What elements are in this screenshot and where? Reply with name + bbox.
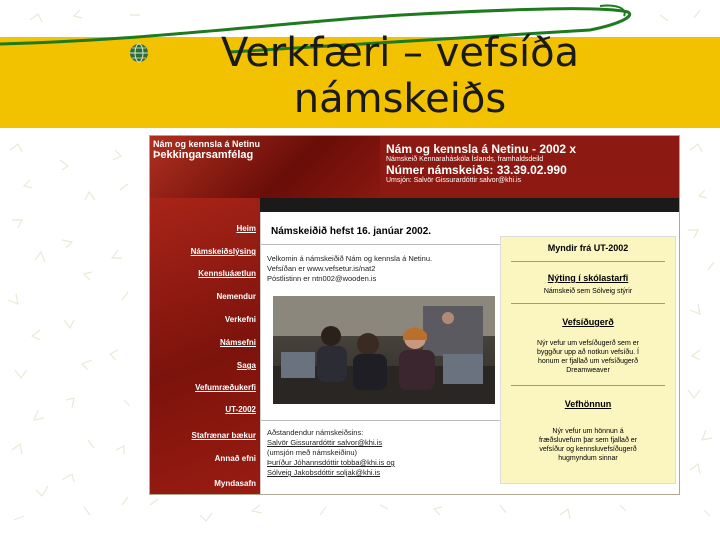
course-supervisor: Umsjón: Salvör Gissurardóttir salvor@khi.is: [386, 177, 522, 184]
site-nav: [150, 198, 260, 494]
contact-link-thuridur[interactable]: Þuríður Jóhannsdóttir tobba@khi.is og: [267, 458, 395, 467]
header-divider: [260, 198, 679, 212]
side-item-desc: Nýr vefur um vefsíðugerð sem er: [537, 340, 639, 347]
nav-item-ut-2002[interactable]: UT-2002: [225, 405, 256, 414]
contact-link-salvor[interactable]: Salvör Gissurardóttir salvor@khi.is: [267, 438, 383, 447]
intro-line: Vefsíðan er www.vefsetur.is/nat2: [267, 264, 376, 273]
site-header-subtitle: Námskeið Kennaraháskóla Íslands, framhaldsdeild: [386, 156, 544, 163]
slide-title-line-1: Verkfæri – vefsíða: [220, 30, 580, 76]
contacts-text: [267, 428, 395, 478]
classroom-photo-drawing: [273, 296, 495, 404]
contact-link-solveig[interactable]: Sólveig Jakobsdóttir soljak@khi.is: [267, 468, 381, 477]
divider: [261, 420, 501, 421]
divider: [511, 385, 665, 386]
website-screenshot: [149, 135, 680, 495]
side-item-desc: fræðsluvefum þar sem fjallað er: [538, 437, 638, 444]
side-link-vefsidugerd[interactable]: Vefsíðugerð: [562, 317, 614, 327]
side-item-desc: honum er fjallað um vefsíðugerð: [538, 358, 638, 365]
nav-item-nemendur[interactable]: Nemendur: [216, 292, 256, 301]
side-link-vefhonnun[interactable]: Vefhönnun: [564, 399, 612, 409]
divider: [511, 261, 665, 262]
nav-item-heim[interactable]: Heim: [236, 224, 256, 233]
contacts-line: Aðstandendur námskeiðsins:: [267, 428, 364, 437]
logo-line-2: Þekkingarsamfélag: [153, 149, 254, 161]
site-header-title: Nám og kennsla á Netinu - 2002 x: [386, 142, 577, 156]
nav-item-myndasafn[interactable]: Myndasafn: [214, 479, 256, 488]
divider: [511, 303, 665, 304]
logo-line-1: Nám og kennsla á Netinu: [153, 139, 261, 149]
divider: [261, 244, 501, 245]
side-title-link[interactable]: Myndir frá UT-2002: [547, 243, 629, 253]
nav-item-stafraenar-baekur[interactable]: Stafrænar bækur: [191, 431, 256, 440]
nav-item-kennsluaaetlun[interactable]: Kennsluáætlun: [198, 269, 256, 278]
nav-item-namskeidslysing[interactable]: Námskeiðslýsing: [190, 247, 256, 256]
classroom-photo: [273, 296, 495, 404]
side-item-desc: vefsíður og kennsluvefsíðugerð: [539, 446, 637, 453]
site-logo[interactable]: [153, 139, 260, 161]
nav-item-saga[interactable]: Saga: [236, 361, 256, 370]
side-item-desc: Dreamweaver: [566, 367, 610, 374]
site-logo-area: [150, 136, 380, 198]
contacts-line: (umsjón með námskeiðinu): [267, 448, 358, 457]
globe-bullet-icon: [128, 42, 150, 64]
main-heading: Námskeiðið hefst 16. janúar 2002.: [271, 226, 432, 237]
side-link-nyting[interactable]: Nýting í skólastarfi: [547, 273, 629, 283]
side-item-desc: hugmyndum sinnar: [558, 455, 618, 462]
side-panel: [500, 236, 676, 484]
side-item-desc: byggður upp að notkun vefsíðu. Í: [537, 349, 639, 356]
side-item-desc: Nýr vefur um hönnun á: [552, 428, 624, 435]
nav-item-annad-efni[interactable]: Annað efni: [214, 454, 256, 463]
nav-item-vefumraedukerfi[interactable]: Vefumræðukerfi: [195, 383, 256, 392]
main-content: [260, 212, 501, 494]
nav-item-namsefni[interactable]: Námsefni: [219, 338, 256, 347]
site-header: [150, 136, 679, 198]
slide-title: [160, 30, 640, 122]
site-header-info: [386, 142, 576, 184]
side-item-desc: Námskeið sem Sólveig stýrir: [543, 288, 633, 295]
intro-text: [267, 254, 432, 284]
nav-item-verkefni[interactable]: Verkefni: [224, 315, 256, 324]
slide-title-line-2: námskeiðs: [293, 76, 507, 122]
intro-line: Póstlistinn er ntn002@wooden.is: [267, 274, 377, 283]
course-number: Númer námskeiðs: 33.39.02.990: [386, 163, 567, 177]
intro-line: Velkomin á námskeiðið Nám og kennsla á Netinu.: [267, 254, 433, 263]
